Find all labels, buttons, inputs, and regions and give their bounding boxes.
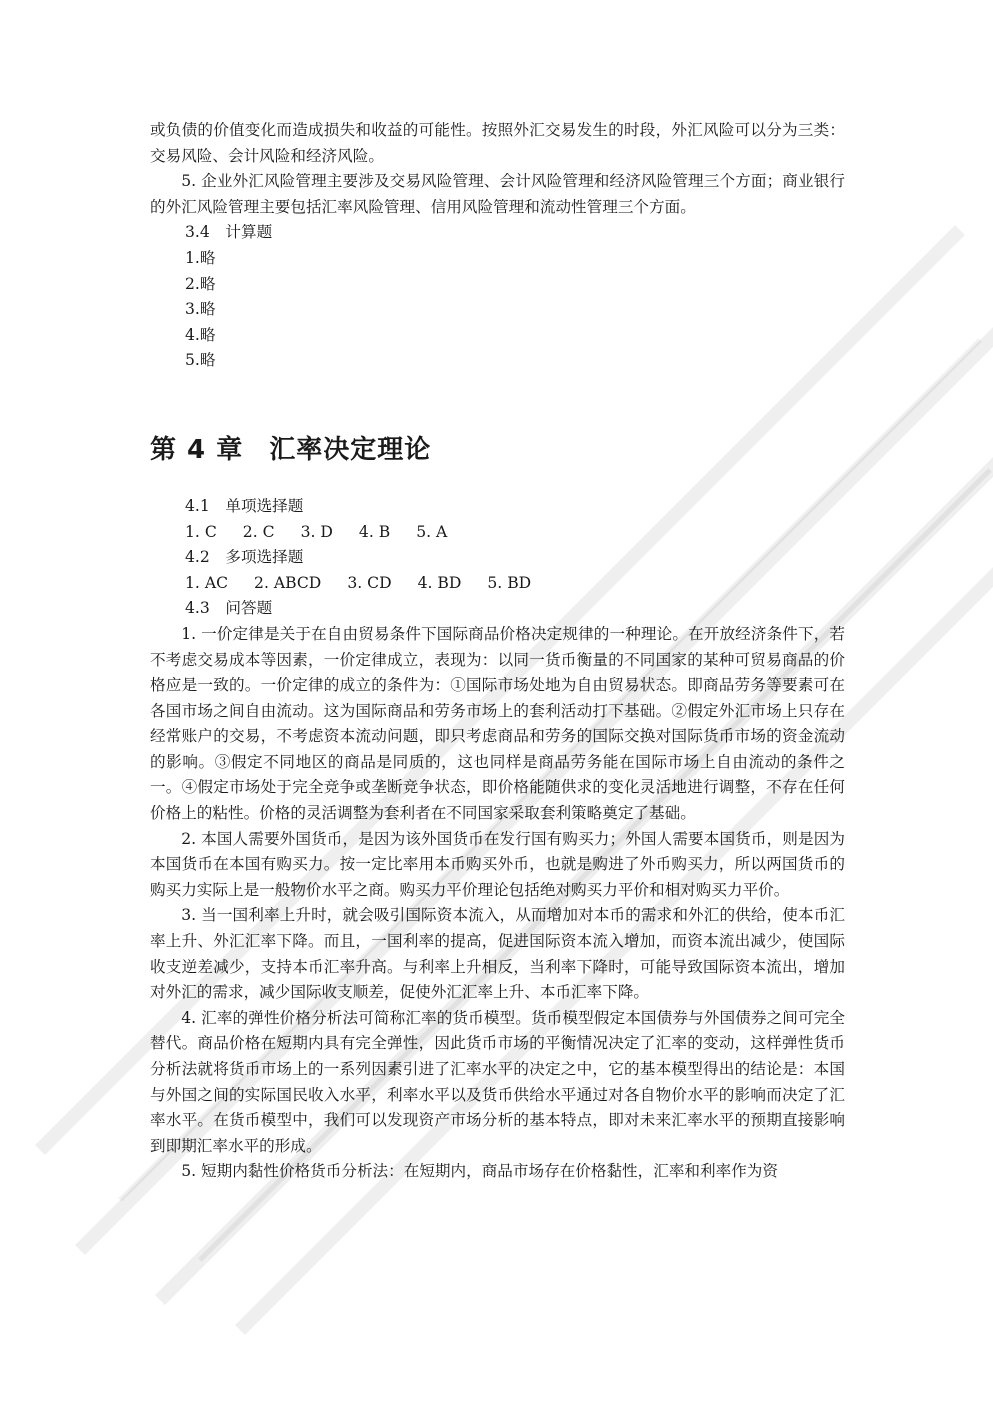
calc-item-2: 2.略 [185, 274, 216, 293]
paragraph-5-risk-management: 5. 企业外汇风险管理主要涉及交易风险管理、会计风险管理和经济风险管理三个方面；商业银行的外汇风险管理主要包括汇率风险管理、信用风险管理和流动性管理三个方面。 [150, 172, 845, 216]
answer-item: 4. BD [417, 573, 462, 592]
section-4-1-answers [150, 520, 845, 546]
section-4-3-heading: 4.3 问答题 [185, 599, 273, 618]
answer-item: 5. A [416, 522, 448, 541]
section-4-1-heading: 4.1 单项选择题 [185, 496, 304, 515]
answer-item: 5. BD [487, 573, 532, 592]
answer-paragraph-3: 3. 当一国利率上升时，就会吸引国际资本流入，从而增加对本币的需求和外汇的供给，使本币汇率上升、外汇汇率下降。而且，一国利率的提高，促进国际资本流入增加，而资本流出减少，使国际收支逆差减少，支持本币汇率升高。与利率上升相反，当利率下降时，可能导致国际资本流出，增加对外汇的需求，减少国际收支顺差，促使外汇汇率上升、本币汇率下降。 [150, 906, 845, 1002]
answer-item: 3. CD [347, 573, 392, 592]
chapter-title: 汇率决定理论 [269, 434, 432, 465]
answer-item: 1. AC [185, 573, 229, 592]
chapter-heading [150, 430, 845, 470]
answer-paragraph-2: 2. 本国人需要外国货币，是因为该外国货币在发行国有购买力；外国人需要本国货币，则是因为本国货币在本国有购买力。按一定比率用本币购买外币，也就是购进了外币购买力，所以两国货币的购买力实际上是一般物价水平之商。购买力平价理论包括绝对购买力平价和相对购买力平价。 [150, 829, 845, 899]
section-4-2-answers [150, 571, 845, 597]
answer-item: 2. ABCD [254, 573, 322, 592]
answer-item: 4. B [358, 522, 391, 541]
calc-item-3: 3.略 [185, 300, 216, 319]
answer-item: 1. C [185, 522, 217, 541]
answer-item: 2. C [242, 522, 275, 541]
calc-item-5: 5.略 [185, 351, 216, 370]
document-page [150, 118, 845, 1185]
answer-paragraph-4: 4. 汇率的弹性价格分析法可简称汇率的货币模型。货币模型假定本国债券与外国债券之间可完全替代。商品价格在短期内具有完全弹性，因此货币市场的平衡情况决定了汇率的变动，这样弹性货币分析法就将货币市场上的一系列因素引进了汇率水平的决定之中，它的基本模型得出的结论是：本国与外国之间的实际国民收入水平，利率水平以及货币供给水平通过对各自物价水平的影响而决定了汇率水平。在货币模型中，我们可以发现资产市场分析的基本特点，即对未来汇率水平的预期直接影响到即期汇率水平的形成。 [150, 1008, 845, 1155]
calc-item-4: 4.略 [185, 325, 216, 344]
calc-item-1: 1.略 [185, 248, 216, 267]
answer-paragraph-5: 5. 短期内黏性价格货币分析法：在短期内，商品市场存在价格黏性，汇率和利率作为资 [181, 1162, 778, 1181]
paragraph-continued: 或负债的价值变化而造成损失和收益的可能性。按照外汇交易发生的时段，外汇风险可以分为三类：交易风险、会计风险和经济风险。 [150, 121, 845, 165]
section-4-2-heading: 4.2 多项选择题 [185, 548, 304, 567]
answer-item: 3. D [300, 522, 333, 541]
section-3-4-heading: 3.4 计算题 [185, 223, 273, 242]
chapter-number: 第 4 章 [150, 434, 244, 465]
answer-paragraph-1: 1. 一价定律是关于在自由贸易条件下国际商品价格决定规律的一种理论。在开放经济条件下，若不考虑交易成本等因素，一价定律成立，表现为：以同一货币衡量的不同国家的某种可贸易商品的价格应是一致的。一价定律的成立的条件为：①国际市场处地为自由贸易状态。即商品劳务等要素可在各国市场之间自由流动。这为国际商品和劳务市场上的套利活动打下基础。②假定外汇市场上只存在经常账户的交易，不考虑资本流动问题，即只考虑商品和劳务的国际交换对国际货币市场的资金流动的影响。③假定不同地区的商品是同质的，这也同样是商品劳务能在国际市场上自由流动的条件之一。④假定市场处于完全竞争或垄断竞争状态，即价格能随供求的变化灵活地进行调整，不存在任何价格上的粘性。价格的灵活调整为套利者在不同国家采取套利策略奠定了基础。 [150, 624, 845, 823]
